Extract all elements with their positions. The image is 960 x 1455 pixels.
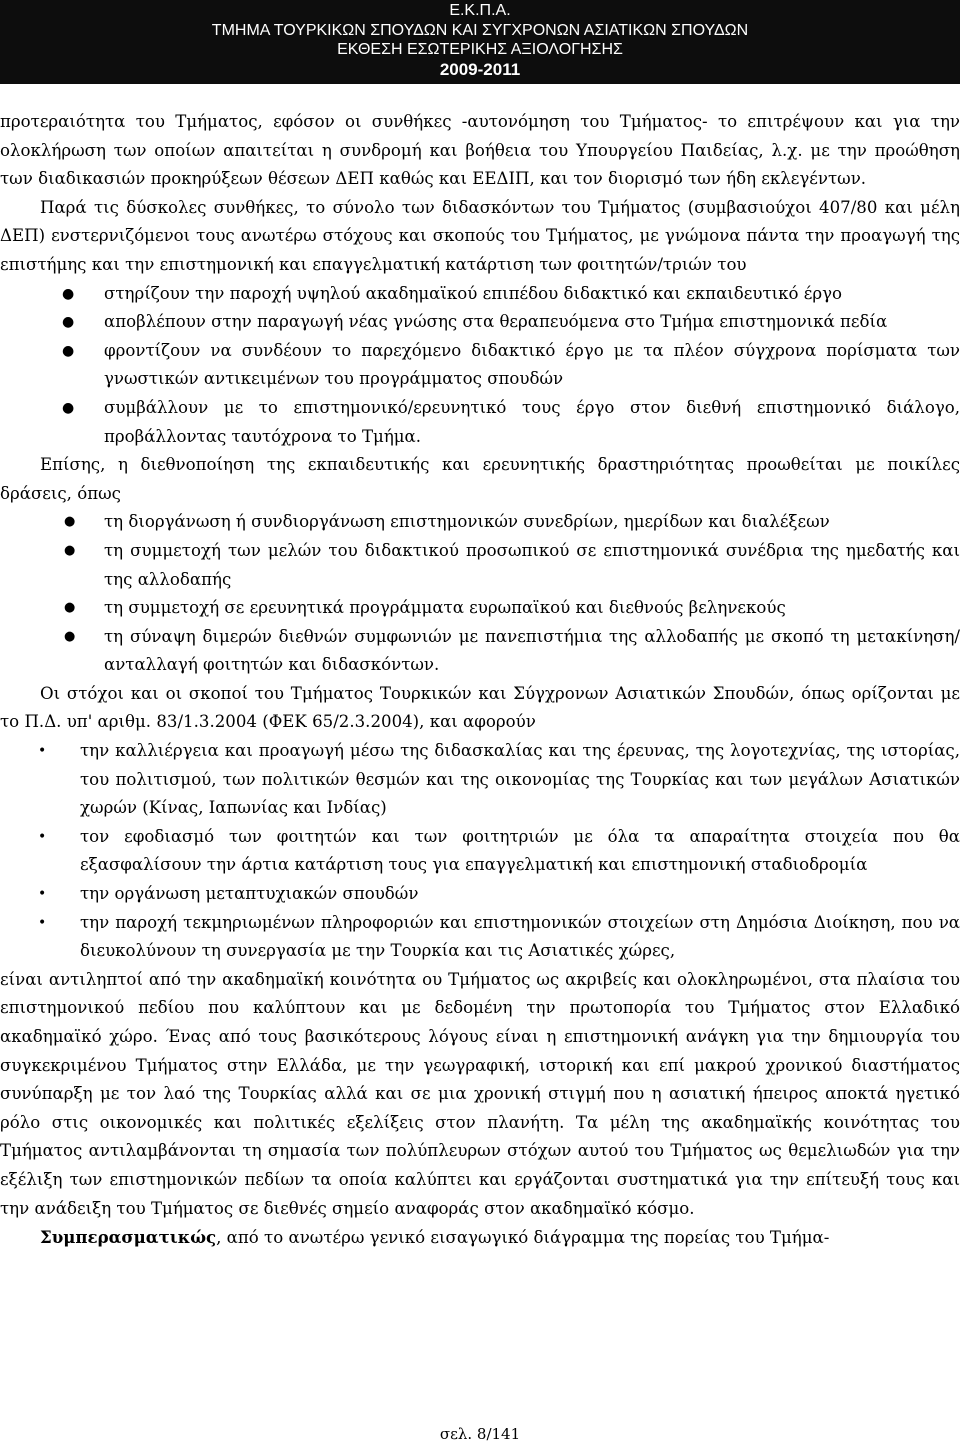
bullet-icon: ● xyxy=(64,542,76,558)
list-item xyxy=(0,594,960,623)
bullet-icon: ● xyxy=(62,342,75,359)
list-item xyxy=(0,909,960,966)
paragraph: είναι αντιληπτοί από την ακαδημαϊκή κοινότητα ου Τμήματος ως ακριβείς και ολοκληρωμένοι, στα πλαίσια του επιστημονικού πεδίου που καλύπτουν και με δεδομένη την πρωτοπορία του Τμήματος στον Ελλαδικό ακαδημαϊκό χώρο. Ένας από τους βασικότερους λόγους είναι η επιστημονική ανάγκη για την δημιουργία του συγκεκριμένου Τμήματος στην Ελλάδα, με την γεωγραφική, ιστορική και επί μακρού χρονικού διαστήματος συνύπαρξη με τον λαό της Τουρκίας αλλά και σε μια χρονική στιγμή που η ασιατική ήπειρος αποκτά ηγετικό ρόλο στις οικονομικές και πολιτικές εξελίξεις στον πλανήτη. Τα μέλη της ακαδημαϊκής κοινότητας του Τμήματος αντιλαμβάνονται τη σημασία των πολύπλευρων στόχων αυτού του Τμήματος ως θεμελιωδών για την εξέλιξη των επιστημονικών πεδίων τα οποία καλύπτει και εργάζονται συστηματικά για την επίτευξή τους και την ανάδειξη του Τμήματος σε διεθνές σημείο αναφοράς στον ακαδημαϊκό κόσμο. xyxy=(0,969,960,1218)
list-item-text: τη διοργάνωση ή συνδιοργάνωση επιστημονικών συνεδρίων, ημερίδων και διαλέξεων xyxy=(104,512,830,532)
paragraph: προτεραιότητα του Τμήματος, εφόσον οι συνθήκες -αυτονόμηση του Τμήματος- το επιτρέψουν και για την ολοκλήρωση των οποίων απαιτείται η συνδρομή και βοήθεια του Υπουργείου Παιδείας, λ.χ. με την προώθηση των διαδικασιών προκηρύξεων θέσεων ΔΕΠ καθώς και ΕΕΔΙΠ, και τον διορισμό των ήδη εκλεγέντων. xyxy=(0,112,960,189)
bullet-icon: • xyxy=(38,743,47,760)
list-item xyxy=(0,508,960,537)
conclusion-lead: Συμπερασματικώς xyxy=(40,1227,217,1248)
list-item-text: τη συμμετοχή σε ερευνητικά προγράμματα ευρωπαϊκού και διεθνούς βεληνεκούς xyxy=(104,598,786,618)
paragraph: Οι στόχοι και οι σκοποί του Τμήματος Τουρκικών και Σύγχρονων Ασιατικών Σπουδών, όπως ορίζονται με το Π.Δ. υπ' αριθμ. 83/1.3.2004 (ΦΕΚ 65/2.3.2004), και αφορούν xyxy=(0,683,960,732)
list-item xyxy=(0,280,960,309)
bullet-icon: ● xyxy=(62,285,75,302)
bullet-icon: ● xyxy=(62,399,75,416)
objectives-list xyxy=(0,737,960,966)
conclusion-paragraph xyxy=(0,1223,960,1253)
document-body xyxy=(0,108,960,1253)
bullet-icon: ● xyxy=(64,600,76,616)
paragraph: Παρά τις δύσκολες συνθήκες, το σύνολο των διδασκόντων του Τμήματος (συμβασιούχοι 407/80 και μέλη ΔΕΠ) ενστερνιζόμενοι τους ανωτέρω στόχους και σκοπούς του Τμήματος, με γνώμονα πάντα την προαγωγή της επιστήμης και την επιστημονική και επαγγελματική κατάρτιση των φοιτητών/τριών του xyxy=(0,197,960,274)
list-item-text: τον εφοδιασμό των φοιτητών και των φοιτητριών με όλα τα απαραίτητα στοιχεία που θα εξασφαλίσουν την άρτια κατάρτιση τους για επαγγελματική και επιστημονική σταδιοδρομία xyxy=(80,826,960,875)
header-report-title: ΕΚΘΕΣΗ ΕΣΩΤΕΡΙΚΗΣ ΑΞΙΟΛΟΓΗΣΗΣ xyxy=(337,41,623,58)
list-item-text: τη σύναψη διμερών διεθνών συμφωνιών με πανεπιστήμια της αλλοδαπής με σκοπό τη μετακίνηση/ανταλλαγή φοιτητών και διδασκόντων. xyxy=(104,626,960,675)
internationalization-list xyxy=(0,508,960,680)
list-item-text: συμβάλλουν με το επιστημονικό/ερευνητικό τους έργο στον διεθνή επιστημονικό διάλογο, προβάλλοντας ταυτόχρονα το Τμήμα. xyxy=(104,397,960,446)
list-item-text: αποβλέπουν στην παραγωγή νέας γνώσης στα θεραπευόμενα στο Τμήμα επιστημονικά πεδία xyxy=(104,312,888,332)
list-item xyxy=(0,337,960,394)
list-item-text: την οργάνωση μεταπτυχιακών σπουδών xyxy=(80,884,419,904)
paragraph: Επίσης, η διεθνοποίηση της εκπαιδευτικής και ερευνητικής δραστηριότητας προωθείται με ποικίλες δράσεις, όπως xyxy=(0,455,960,503)
bullet-icon: ● xyxy=(64,514,76,530)
bullet-icon: ● xyxy=(62,314,75,331)
conclusion-text: , από το ανωτέρω γενικό εισαγωγικό διάγραμμα της πορείας του Τμήμα- xyxy=(216,1228,830,1248)
bullet-icon: • xyxy=(38,828,47,845)
list-item xyxy=(0,537,960,594)
bullet-icon: ● xyxy=(64,628,76,644)
list-item xyxy=(0,737,960,823)
list-item xyxy=(0,308,960,337)
list-item-text: την καλλιέργεια και προαγωγή μέσω της διδασκαλίας και της έρευνας, της λογοτεχνίας, της ιστορίας, του πολιτισμού, των πολιτικών θεσμών και της οικονομίας της Τουρκίας και των μεγάλων Ασιατικών χωρών (Κίνας, Ιαπωνίας και Ινδίας) xyxy=(80,741,960,818)
list-item-text: την παροχή τεκμηριωμένων πληροφοριών και επιστημονικών στοιχείων στη Δημόσια Διοίκηση, που να διευκολύνουν τη συνεργασία με την Τουρκία και τις Ασιατικές χώρες, xyxy=(80,912,960,961)
list-item-text: στηρίζουν την παροχή υψηλού ακαδημαϊκού επιπέδου διδακτικό και εκπαιδευτικό έργο xyxy=(104,283,843,303)
page-number: σελ. 8/141 xyxy=(439,1425,521,1443)
header-university: Ε.Κ.Π.Α. xyxy=(449,2,511,19)
list-item xyxy=(0,623,960,680)
bullet-icon: • xyxy=(38,914,47,931)
list-item xyxy=(0,394,960,451)
document-header xyxy=(0,0,960,84)
bullet-icon: • xyxy=(38,886,47,903)
list-item xyxy=(0,880,960,909)
list-item-text: τη συμμετοχή των μελών του διδακτικού προσωπικού σε επιστημονικά συνέδρια της ημεδατής και της αλλοδαπής xyxy=(104,540,960,589)
list-item-text: φροντίζουν να συνδέουν το παρεχόμενο διδακτικό έργο με τα πλέον σύγχρονα πορίσματα των γνωστικών αντικειμένων του προγράμματος σπουδών xyxy=(104,340,960,389)
goals-list xyxy=(0,280,960,452)
list-item xyxy=(0,823,960,880)
header-department: ΤΜΗΜΑ ΤΟΥΡΚΙΚΩΝ ΣΠΟΥΔΩΝ ΚΑΙ ΣΥΓΧΡΟΝΩΝ ΑΣΙΑΤΙΚΩΝ ΣΠΟΥΔΩΝ xyxy=(211,21,749,39)
header-period: 2009-2011 xyxy=(439,59,521,79)
